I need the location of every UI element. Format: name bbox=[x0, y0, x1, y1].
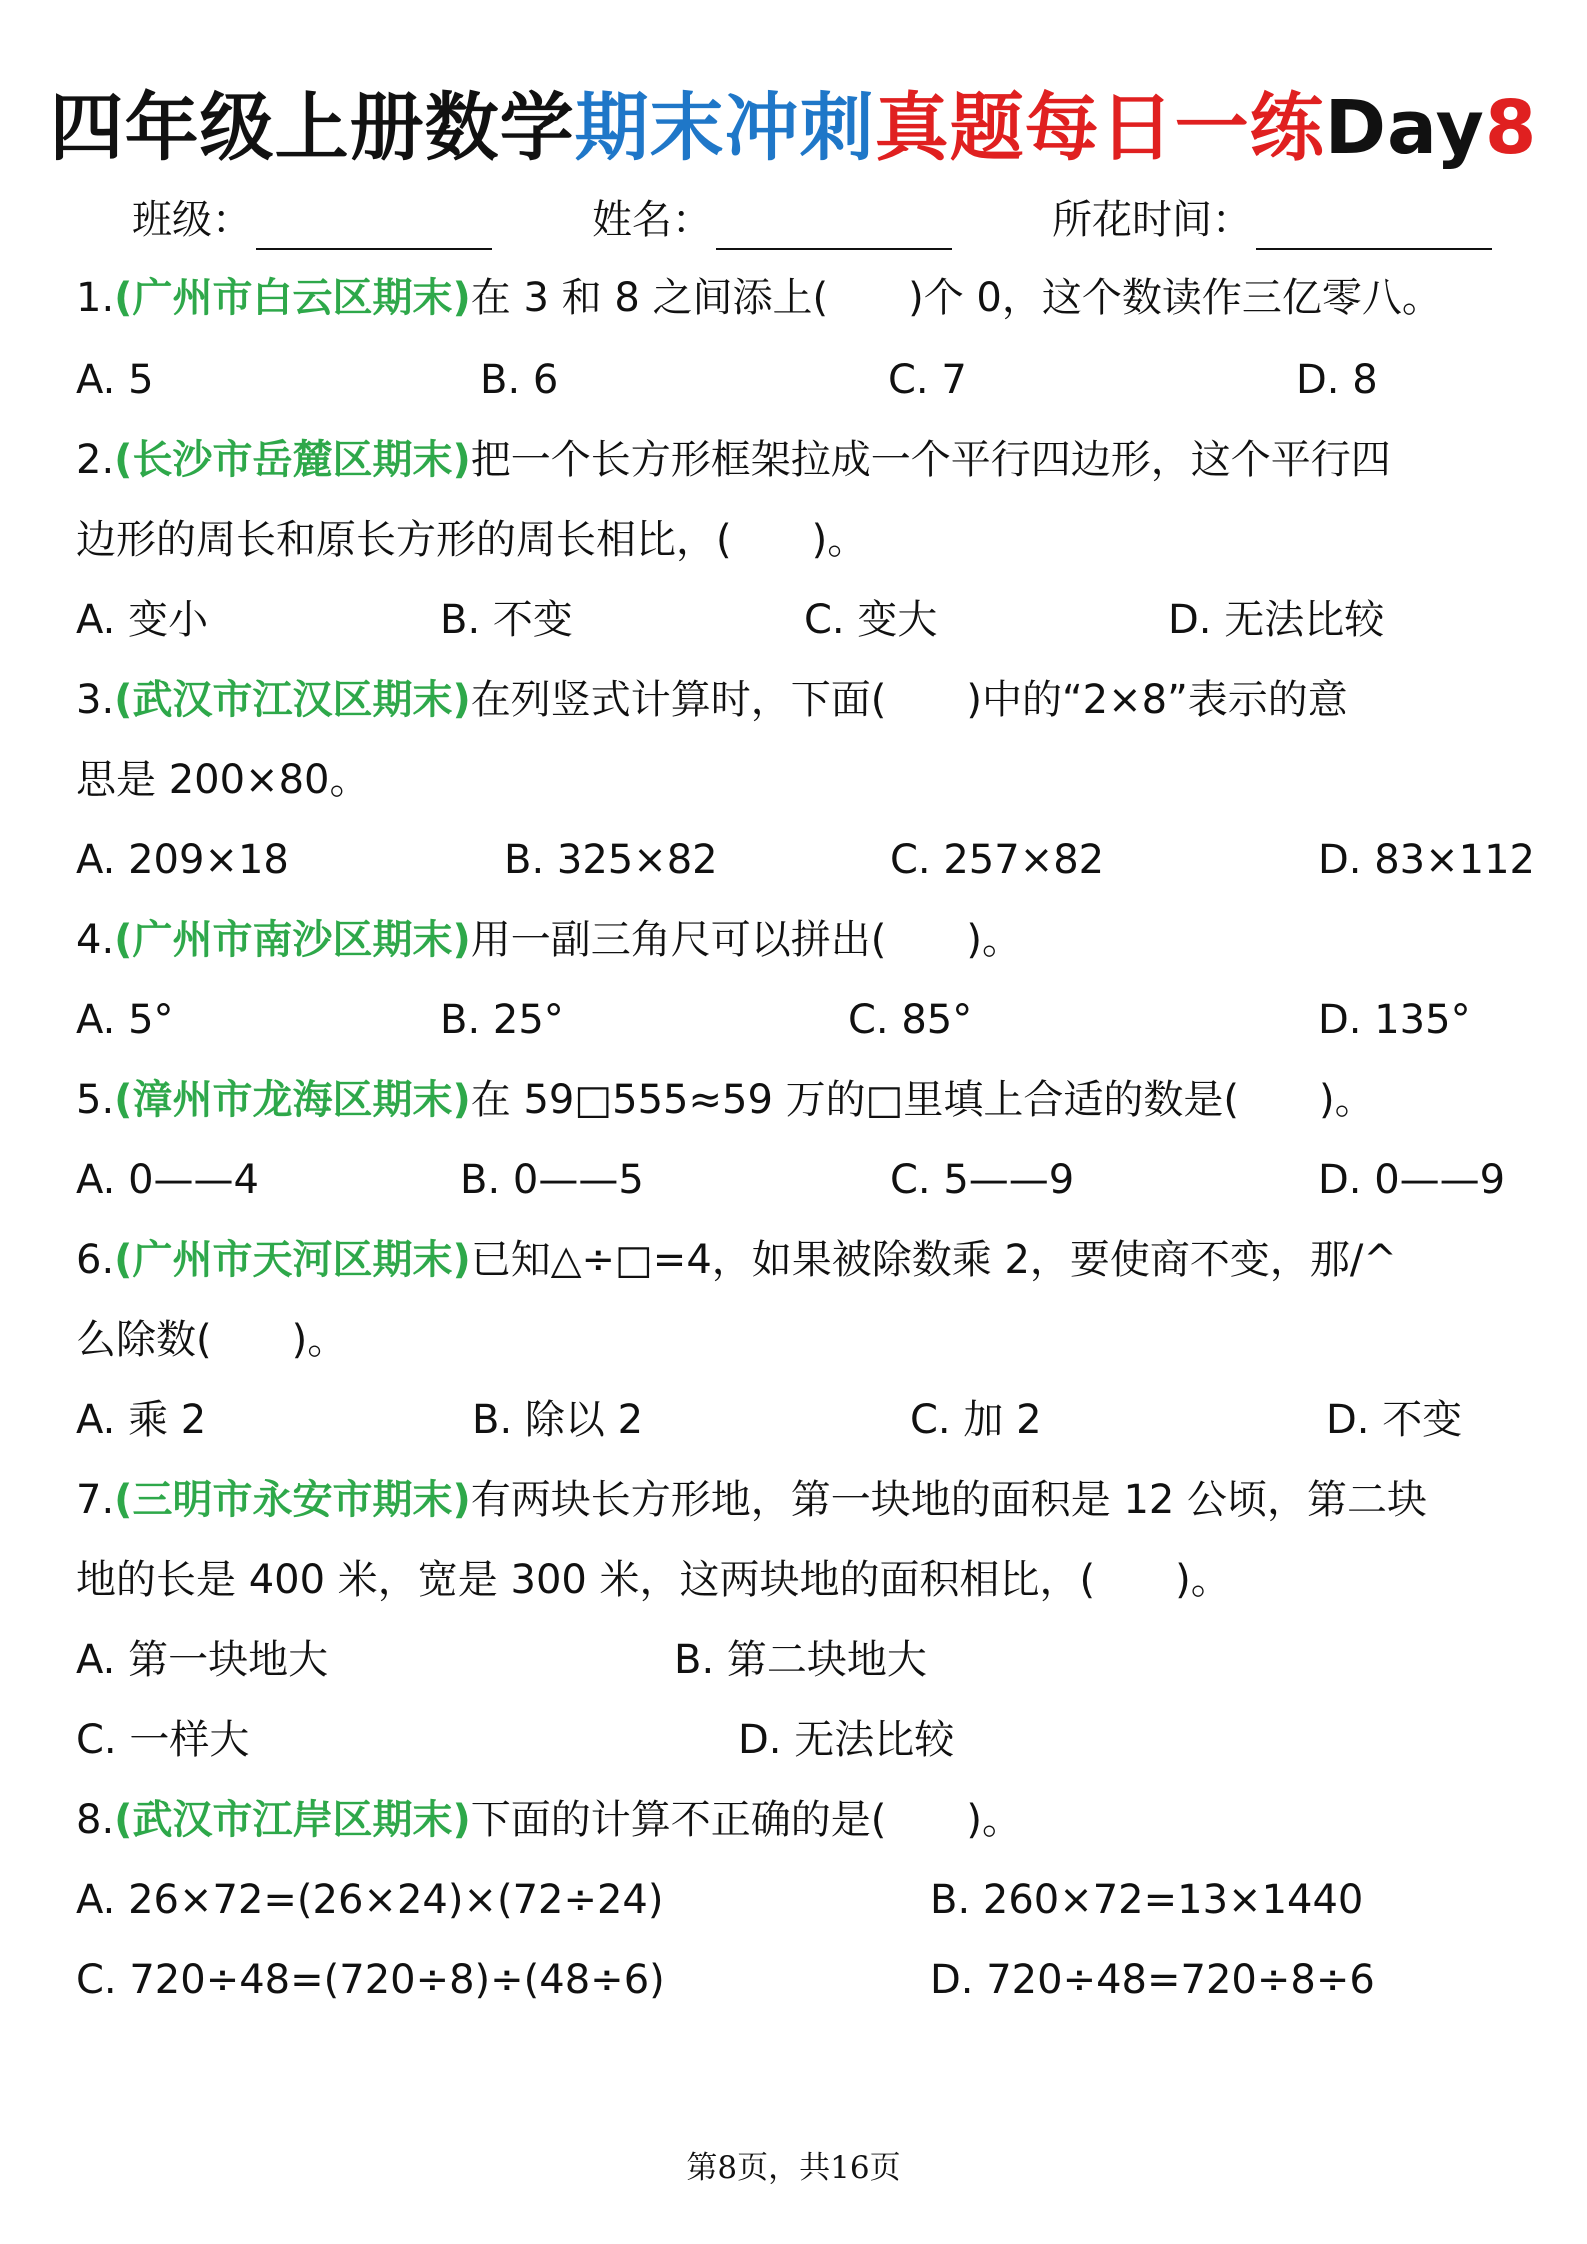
question-text: 在 3 和 8 之间添上( )个 0，这个数读作三亿零八。 bbox=[470, 275, 1442, 321]
question-number: 3. bbox=[76, 677, 115, 723]
question-8-line-1 bbox=[76, 1790, 1022, 1850]
q2-option-b[interactable]: B. 不变 bbox=[440, 597, 573, 643]
q5-option-a[interactable]: A. 0——4 bbox=[76, 1157, 259, 1203]
name-label: 姓名： bbox=[592, 197, 712, 243]
q2-option-a[interactable]: A. 变小 bbox=[76, 597, 209, 643]
q6-option-c[interactable]: C. 加 2 bbox=[910, 1397, 1042, 1443]
question-number: 8. bbox=[76, 1797, 115, 1843]
class-blank[interactable] bbox=[256, 204, 492, 250]
question-source: (漳州市龙海区期末) bbox=[114, 1077, 471, 1123]
time-label: 所花时间： bbox=[1052, 197, 1252, 243]
q7-option-b[interactable]: B. 第二块地大 bbox=[674, 1637, 927, 1683]
question-6-line-2: 么除数( )。 bbox=[76, 1317, 348, 1363]
q7-option-c[interactable]: C. 一样大 bbox=[76, 1717, 250, 1763]
q7-option-a[interactable]: A. 第一块地大 bbox=[76, 1637, 329, 1683]
question-source: (三明市永安市期末) bbox=[114, 1477, 471, 1523]
q3-option-d[interactable]: D. 83×112 bbox=[1318, 837, 1535, 883]
page-title bbox=[0, 78, 1587, 178]
q5-option-d[interactable]: D. 0——9 bbox=[1318, 1157, 1506, 1203]
q1-option-d[interactable]: D. 8 bbox=[1296, 357, 1378, 403]
question-source: (长沙市岳麓区期末) bbox=[114, 437, 471, 483]
q6-option-a[interactable]: A. 乘 2 bbox=[76, 1397, 207, 1443]
name-blank[interactable] bbox=[716, 204, 952, 250]
name-field bbox=[592, 190, 952, 250]
question-3-line-1 bbox=[76, 670, 1348, 730]
question-source: (武汉市江汉区期末) bbox=[114, 677, 471, 723]
time-field bbox=[1052, 190, 1492, 250]
q6-option-b[interactable]: B. 除以 2 bbox=[472, 1397, 644, 1443]
question-1-line-1 bbox=[76, 268, 1442, 328]
question-number: 2. bbox=[76, 437, 115, 483]
q5-option-c[interactable]: C. 5——9 bbox=[890, 1157, 1075, 1203]
question-text: 在 59□555≈59 万的□里填上合适的数是( )。 bbox=[470, 1077, 1375, 1123]
q2-option-d[interactable]: D. 无法比较 bbox=[1168, 597, 1385, 643]
page-footer: 第8页，共16页 bbox=[686, 2150, 901, 2186]
q1-option-a[interactable]: A. 5 bbox=[76, 357, 154, 403]
student-info-row bbox=[132, 190, 1492, 250]
q5-option-b[interactable]: B. 0——5 bbox=[460, 1157, 644, 1203]
q4-option-b[interactable]: B. 25° bbox=[440, 997, 564, 1043]
q3-option-c[interactable]: C. 257×82 bbox=[890, 837, 1105, 883]
question-7-line-2: 地的长是 400 米，宽是 300 米，这两块地的面积相比，( )。 bbox=[76, 1557, 1231, 1603]
class-field bbox=[132, 190, 492, 250]
question-number: 1. bbox=[76, 275, 115, 321]
question-6-line-1 bbox=[76, 1230, 1397, 1290]
q2-option-c[interactable]: C. 变大 bbox=[804, 597, 938, 643]
title-part-daily-practice: 真题每日一练 bbox=[874, 85, 1325, 171]
question-number: 4. bbox=[76, 917, 115, 963]
q8-option-d[interactable]: D. 720÷48=720÷8÷6 bbox=[930, 1957, 1375, 2003]
q8-option-a[interactable]: A. 26×72=(26×24)×(72÷24) bbox=[76, 1877, 664, 1923]
question-source: (广州市白云区期末) bbox=[114, 275, 471, 321]
question-text: 有两块长方形地，第一块地的面积是 12 公顷，第二块 bbox=[470, 1477, 1428, 1523]
title-part-day-number: 8 bbox=[1484, 85, 1538, 171]
question-text: 把一个长方形框架拉成一个平行四边形，这个平行四 bbox=[470, 437, 1391, 483]
question-7-line-1 bbox=[76, 1470, 1427, 1530]
question-4-line-1 bbox=[76, 910, 1022, 970]
class-label: 班级： bbox=[132, 197, 252, 243]
q3-option-a[interactable]: A. 209×18 bbox=[76, 837, 289, 883]
title-part-day: Day bbox=[1324, 85, 1485, 171]
time-blank[interactable] bbox=[1256, 204, 1492, 250]
title-part-grade: 四年级上册数学 bbox=[49, 85, 575, 171]
question-number: 7. bbox=[76, 1477, 115, 1523]
question-text: 下面的计算不正确的是( )。 bbox=[470, 1797, 1022, 1843]
question-source: (武汉市江岸区期末) bbox=[114, 1797, 471, 1843]
q4-option-a[interactable]: A. 5° bbox=[76, 997, 174, 1043]
question-2-line-1 bbox=[76, 430, 1391, 490]
question-number: 5. bbox=[76, 1077, 115, 1123]
q4-option-d[interactable]: D. 135° bbox=[1318, 997, 1471, 1043]
question-text: 在列竖式计算时，下面( )中的“2×8”表示的意 bbox=[470, 677, 1348, 723]
question-source: (广州市南沙区期末) bbox=[114, 917, 471, 963]
question-2-line-2: 边形的周长和原长方形的周长相比，( )。 bbox=[76, 517, 868, 563]
q3-option-b[interactable]: B. 325×82 bbox=[504, 837, 718, 883]
q6-option-d[interactable]: D. 不变 bbox=[1326, 1397, 1463, 1443]
q4-option-c[interactable]: C. 85° bbox=[848, 997, 973, 1043]
q8-option-b[interactable]: B. 260×72=13×1440 bbox=[930, 1877, 1364, 1923]
q1-option-b[interactable]: B. 6 bbox=[480, 357, 559, 403]
question-number: 6. bbox=[76, 1237, 115, 1283]
q7-option-d[interactable]: D. 无法比较 bbox=[738, 1717, 955, 1763]
q1-option-c[interactable]: C. 7 bbox=[888, 357, 967, 403]
title-part-final-sprint: 期末冲刺 bbox=[574, 85, 875, 171]
q8-option-c[interactable]: C. 720÷48=(720÷8)÷(48÷6) bbox=[76, 1957, 665, 2003]
question-text: 已知△÷□=4，如果被除数乘 2，要使商不变，那/^ bbox=[470, 1237, 1397, 1283]
question-3-line-2: 思是 200×80。 bbox=[76, 757, 370, 803]
question-source: (广州市天河区期末) bbox=[114, 1237, 471, 1283]
question-5-line-1 bbox=[76, 1070, 1375, 1130]
question-text: 用一副三角尺可以拼出( )。 bbox=[470, 917, 1022, 963]
